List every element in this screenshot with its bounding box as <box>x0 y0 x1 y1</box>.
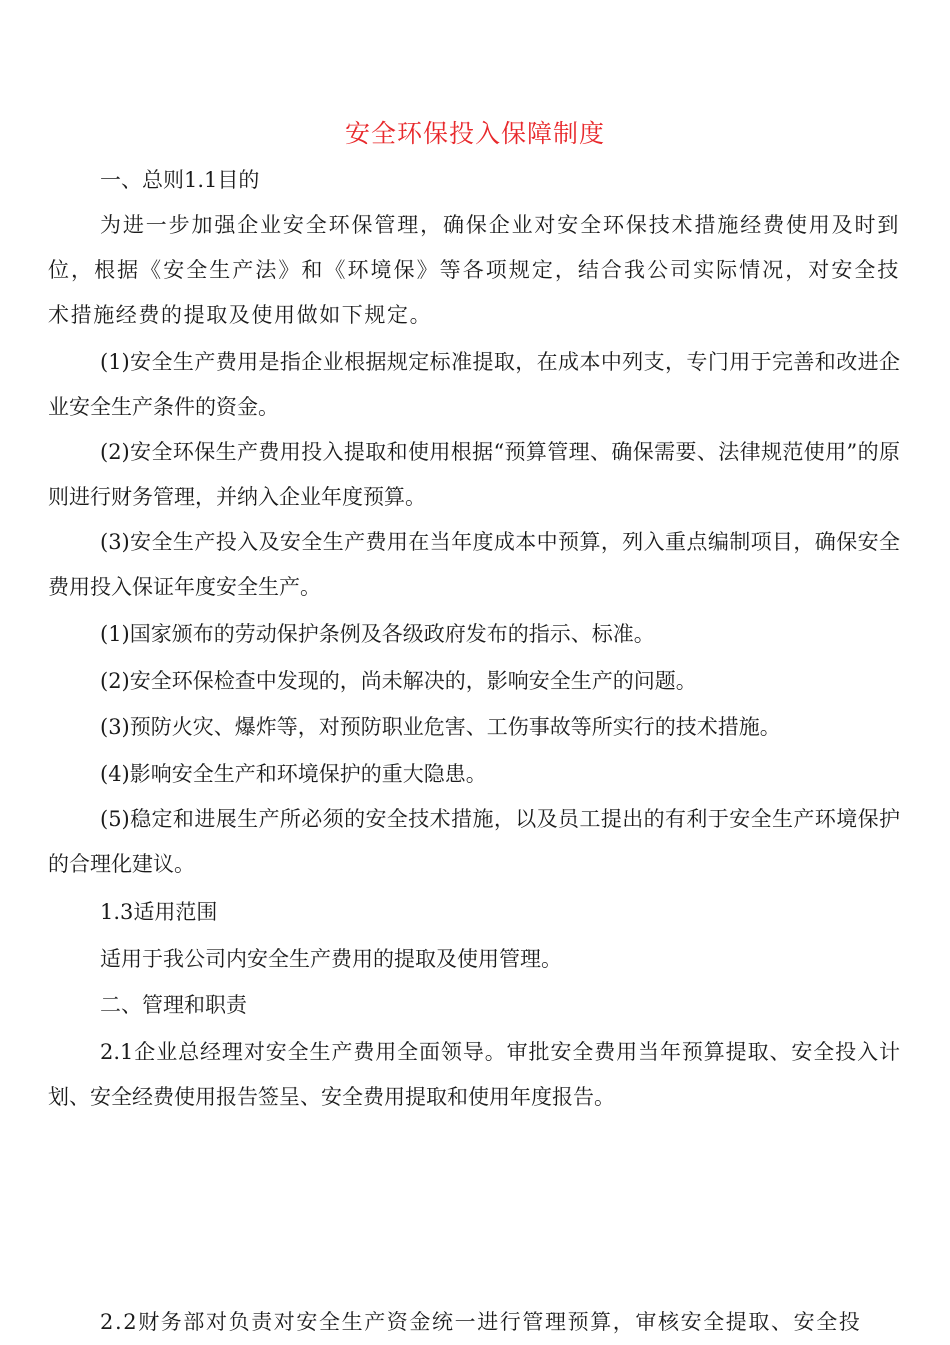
paragraph-item-1: (1)安全生产费用是指企业根据规定标准提取，在成本中列支，专门用于完善和改进企业安全生产条件的资金。 <box>48 350 900 419</box>
list-item-2: (2)安全环保检查中发现的，尚未解决的，影响安全生产的问题。 <box>100 669 697 693</box>
paragraph-2-1: 2.1企业总经理对安全生产费用全面领导。审批安全费用当年预算提取、安全投入计划、安全经费使用报告签呈、安全费用提取和使用年度报告。 <box>48 1040 900 1109</box>
list-item-5: (5)稳定和进展生产所必须的安全技术措施，以及员工提出的有利于安全生产环境保护的合理化建议。 <box>48 807 900 876</box>
list-item-1: (1)国家颁布的劳动保护条例及各级政府发布的指示、标准。 <box>100 622 655 646</box>
section-heading-management: 二、管理和职责 <box>100 993 247 1017</box>
document-title: 安全环保投入保障制度 <box>344 119 605 148</box>
paragraph-scope: 适用于我公司内安全生产费用的提取及使用管理。 <box>100 947 562 971</box>
section-heading-general: 一、总则1.1目的 <box>100 168 260 192</box>
list-item-4: (4)影响安全生产和环境保护的重大隐患。 <box>100 762 487 786</box>
list-item-3: (3)预防火灾、爆炸等，对预防职业危害、工伤事故等所实行的技术措施。 <box>100 715 781 739</box>
paragraph-purpose: 为进一步加强企业安全环保管理，确保企业对安全环保技术措施经费使用及时到位，根据《安全生产法》和《环境保》等各项规定，结合我公司实际情况，对安全技术措施经费的提取及使用做如下规定。 <box>48 213 900 327</box>
paragraph-item-2: (2)安全环保生产费用投入提取和使用根据“预算管理、确保需要、法律规范使用”的原则进行财务管理，并纳入企业年度预算。 <box>48 440 900 509</box>
paragraph-item-3: (3)安全生产投入及安全生产费用在当年度成本中预算，列入重点编制项目，确保安全费用投入保证年度安全生产。 <box>48 530 900 599</box>
section-heading-scope: 1.3适用范围 <box>100 900 218 924</box>
paragraph-2-2: 2.2财务部对负责对安全生产资金统一进行管理预算，审核安全提取、安全投 <box>100 1310 862 1334</box>
